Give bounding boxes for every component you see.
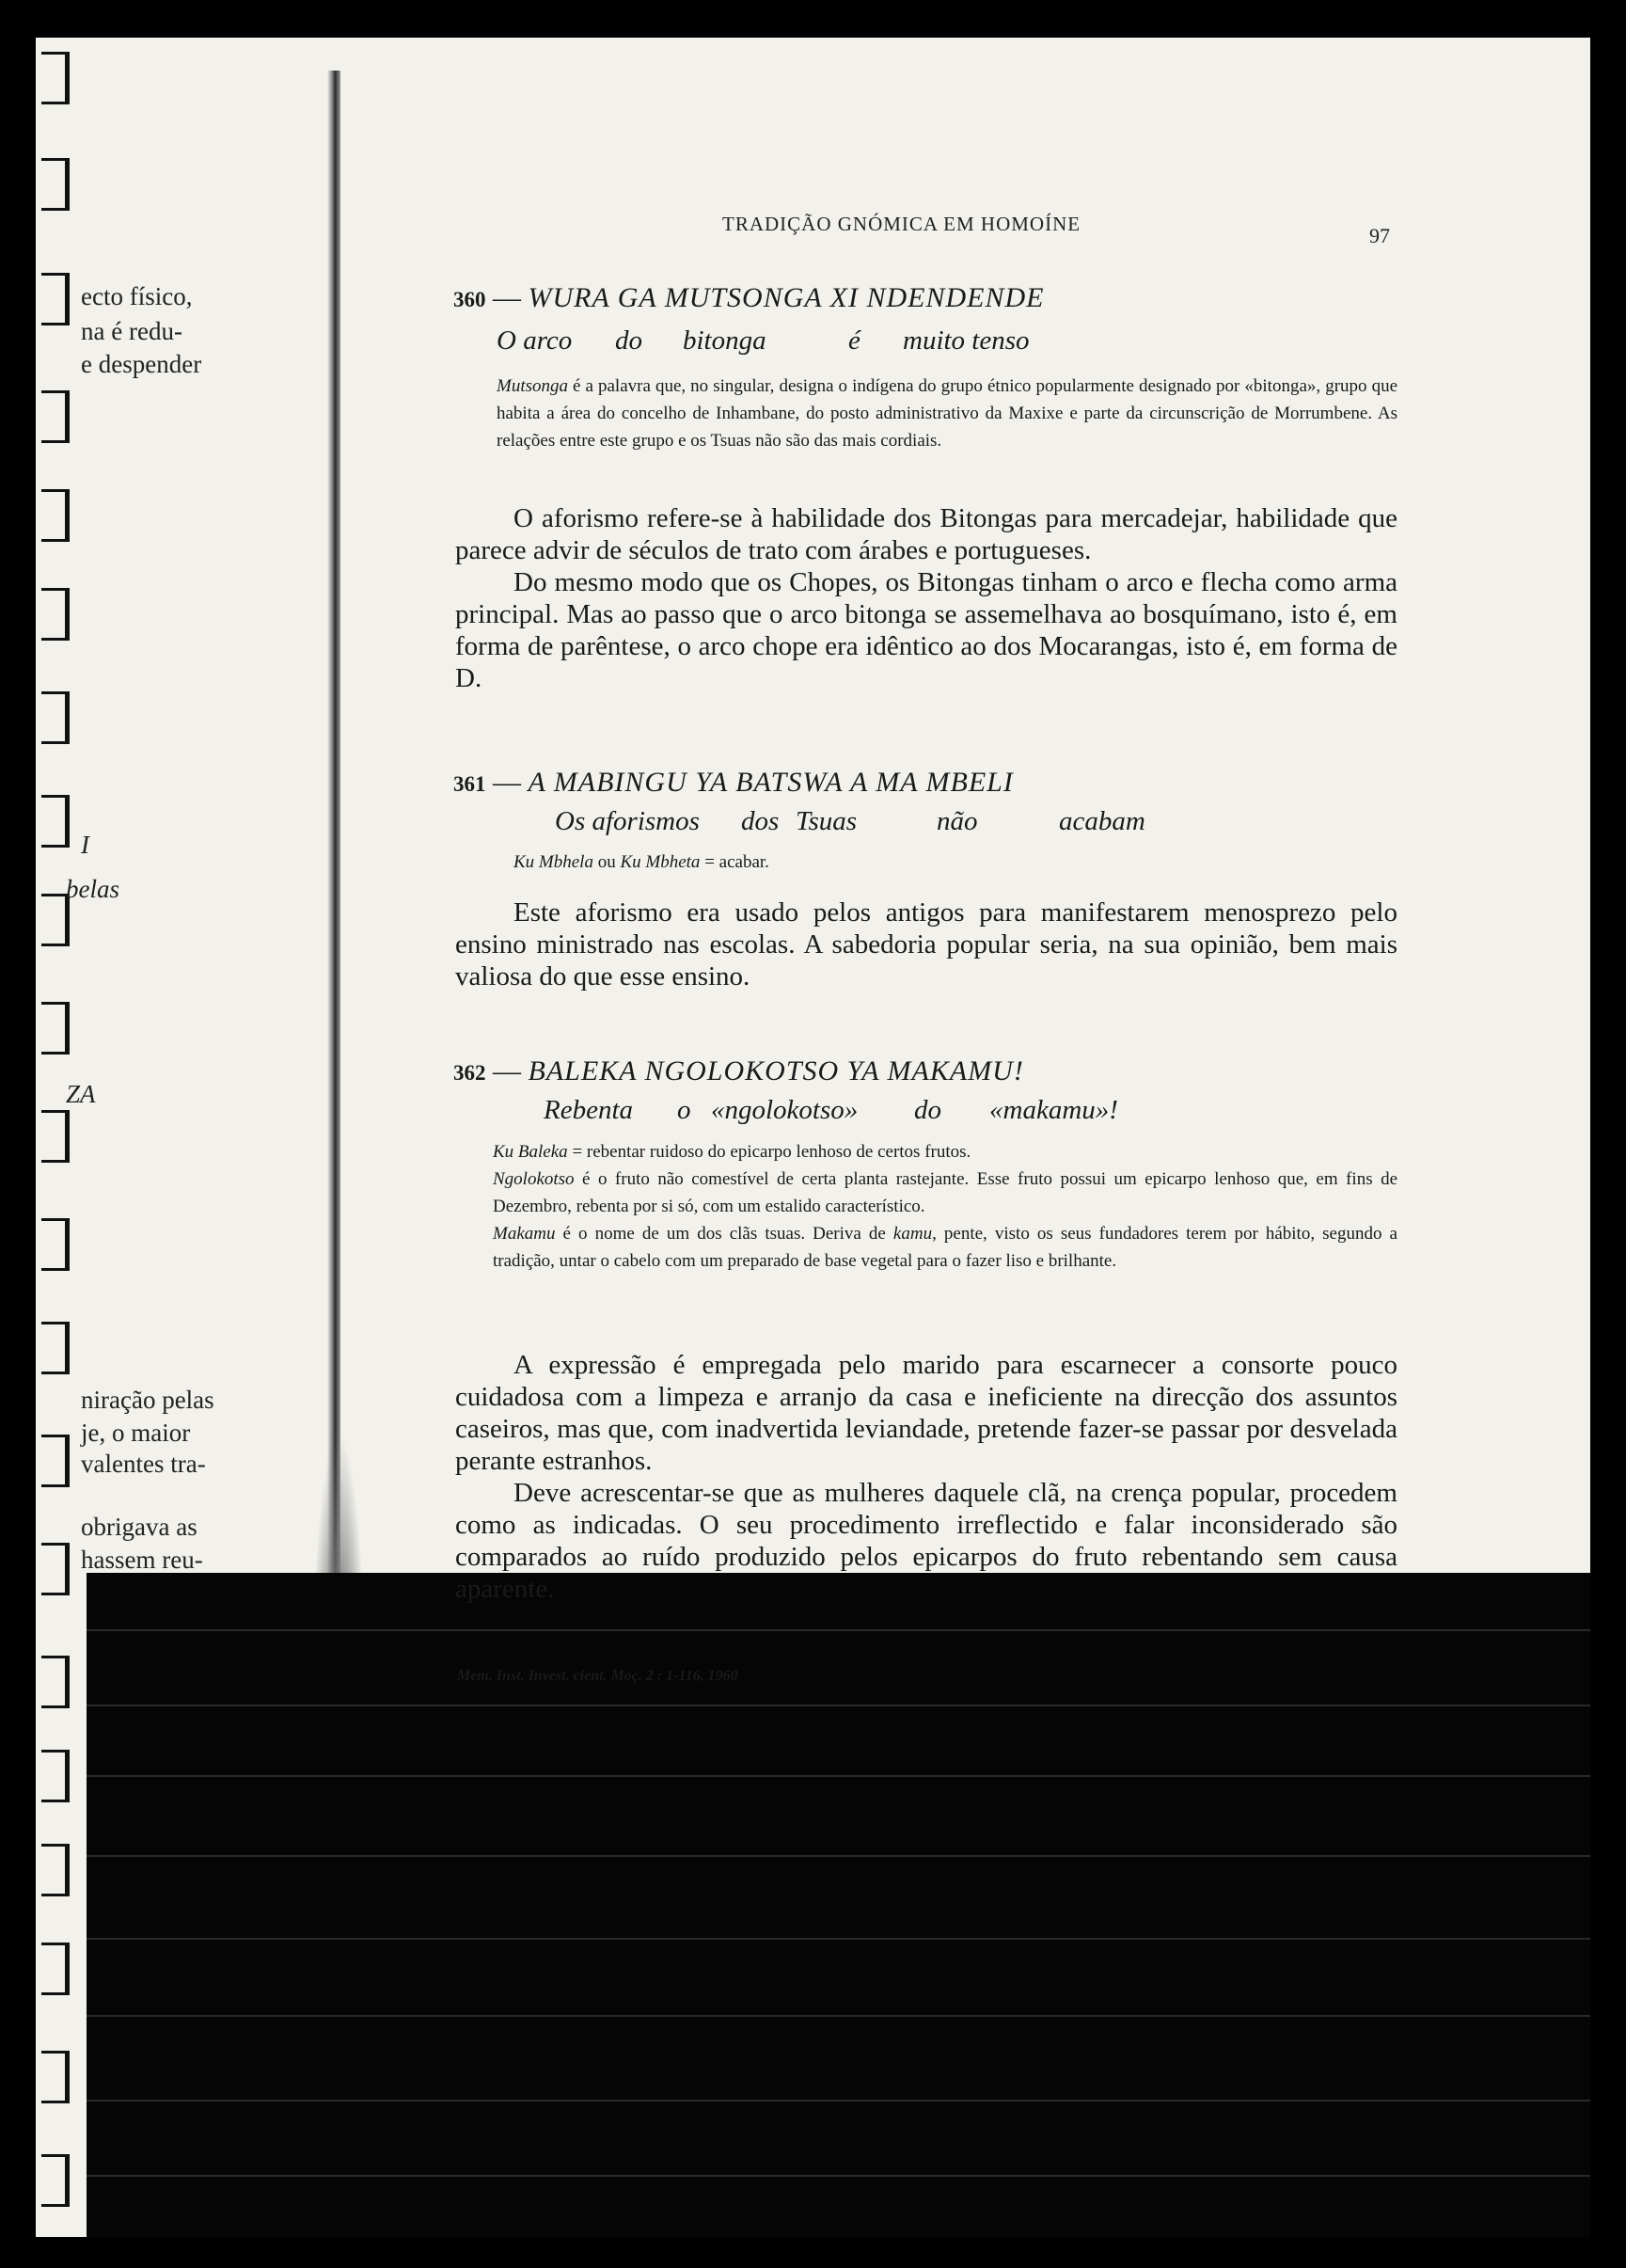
- note-term: Ku Baleka: [493, 1142, 568, 1162]
- translation-word: é: [848, 325, 860, 356]
- paragraph: A expressão é empregada pelo marido para escarnecer a consorte pouco cuidadosa com a limpeza e arranjo da casa e ineficiente na direcção dos assuntos caseiros, mas que, com inadvertida leviandade, pretende fazer-se passar por desvelada perante estranhos.: [455, 1350, 1397, 1476]
- note-term: Ku Mbheta: [620, 852, 701, 872]
- translation-word: não: [937, 806, 978, 836]
- fragment: hassem reu-: [81, 1546, 203, 1574]
- fragment: valentes tra-: [81, 1450, 206, 1478]
- note: [493, 1166, 1397, 1220]
- fragment: je, o maior: [81, 1419, 191, 1447]
- note-text: é a palavra que, no singular, designa o indígena do grupo étnico popularmente designado por «bitonga», grupo que habita a área do concelho de Inhambane, do posto administrativo da Maxixe e parte da circunscrição de Morrumbene. As relações entre este grupo e os Tsuas não são das mais cordiais.: [497, 376, 1397, 451]
- translation-word: Os aforismos: [555, 806, 700, 836]
- note: [493, 1138, 1397, 1166]
- entry-360-note: [497, 373, 1397, 454]
- entry-361-title: 361 — A MABINGU YA BATSWA A MA MBELI: [453, 767, 1014, 798]
- note-text: ou: [592, 852, 621, 872]
- entry-360-translation: [497, 325, 1030, 357]
- note-text: , pente, visto os seus fundadores terem por hábito, segundo a tradição, untar o cabelo com um preparado de base vegetal para o fazer liso e brilhante.: [493, 1224, 1397, 1271]
- entry-362-notes: [493, 1138, 1397, 1275]
- entry-362-translation: [544, 1095, 1118, 1126]
- translation-word: muito tenso: [903, 325, 1030, 356]
- translation-word: acabam: [1059, 806, 1145, 836]
- proverb: WURA GA MUTSONGA XI NDENDENDE: [528, 282, 1045, 313]
- note-term: Mutsonga: [497, 376, 568, 396]
- note-text: = rebentar ruidoso do epicarpo lenhoso de certos frutos.: [567, 1142, 971, 1162]
- entry-362-body: [455, 1349, 1397, 1605]
- fragment: e despender: [81, 350, 202, 378]
- paragraph: Do mesmo modo que os Chopes, os Bitongas tinham o arco e flecha como arma principal. Mas ao passo que o arco bitonga se assemelhava ao bosquímano, isto é, em forma de parêntese, o arco chope era idêntico ao dos Mocarangas, isto é, em forma de D.: [455, 567, 1397, 693]
- note-text: é o nome de um dos clãs tsuas. Deriva de: [555, 1224, 893, 1244]
- fragment: obrigava as: [81, 1513, 197, 1541]
- entry-361-note: [513, 849, 1397, 876]
- entry-number: 360: [453, 288, 486, 311]
- entry-362-title: 362 — BALEKA NGOLOKOTSO YA MAKAMU!: [453, 1055, 1024, 1086]
- paragraph: Deve acrescentar-se que as mulheres daquele clã, na crença popular, procedem como as indicadas. O seu procedimento irreflectido e falar inconsiderado são comparados ao ruído produzido pelos epicarpos do fruto rebentando sem causa aparente.: [455, 1478, 1397, 1604]
- entry-361-body: [455, 896, 1397, 992]
- translation-word: Rebenta: [544, 1095, 634, 1125]
- translation-word: Tsuas: [796, 806, 858, 836]
- note-text: = acabar.: [700, 852, 769, 872]
- fragment: I: [81, 831, 89, 859]
- translation-word: dos: [741, 806, 780, 836]
- running-header: TRADIÇÃO GNÓMICA EM HOMOÍNE: [722, 213, 1081, 235]
- fragment: na é redu-: [81, 317, 182, 345]
- translation-word: «ngolokotso»: [711, 1095, 859, 1125]
- fragment: belas: [66, 875, 119, 903]
- fragment: niração pelas: [81, 1386, 214, 1414]
- entry-360-body: [455, 502, 1397, 694]
- translation-word: o: [677, 1095, 691, 1125]
- note: [493, 1220, 1397, 1275]
- translation-word: «makamu»!: [989, 1095, 1118, 1125]
- entry-361-translation: [555, 806, 1145, 837]
- page-footer: Mem. Inst. Invest. cient. Moç. 2 : 1-116, 1960: [457, 1668, 738, 1684]
- paragraph: O aforismo refere-se à habilidade dos Bitongas para mercadejar, habilidade que parece advir de séculos de trato com árabes e portugueses.: [455, 503, 1397, 565]
- page-number: 97: [1369, 224, 1390, 247]
- note-term: kamu: [892, 1224, 933, 1244]
- paragraph: Este aforismo era usado pelos antigos para manifestarem menosprezo pelo ensino ministrado nas escolas. A sabedoria popular seria, na sua opinião, bem mais valiosa do que esse ensino.: [455, 897, 1397, 991]
- note-term: Makamu: [493, 1224, 556, 1244]
- fragment: ecto físico,: [81, 282, 193, 310]
- translation-word: do: [914, 1095, 941, 1125]
- note-term: Ngolokotso: [493, 1169, 575, 1189]
- proverb: A MABINGU YA BATSWA A MA MBELI: [528, 767, 1014, 798]
- translation-word: O arco: [497, 325, 573, 356]
- proverb: BALEKA NGOLOKOTSO YA MAKAMU!: [528, 1055, 1024, 1086]
- note-term: Ku Mbhela: [513, 852, 593, 872]
- note-text: é o fruto não comestível de certa planta rastejante. Esse fruto possui um epicarpo lenhoso que, em fins de Dezembro, rebenta por si só, com um estalido característico.: [493, 1169, 1397, 1216]
- entry-number: 361: [453, 772, 486, 796]
- fragment: ZA: [66, 1080, 96, 1108]
- translation-word: do: [615, 325, 642, 356]
- entry-number: 362: [453, 1061, 486, 1085]
- translation-word: bitonga: [683, 325, 766, 356]
- entry-360-title: 360 — WURA GA MUTSONGA XI NDENDENDE: [453, 282, 1045, 313]
